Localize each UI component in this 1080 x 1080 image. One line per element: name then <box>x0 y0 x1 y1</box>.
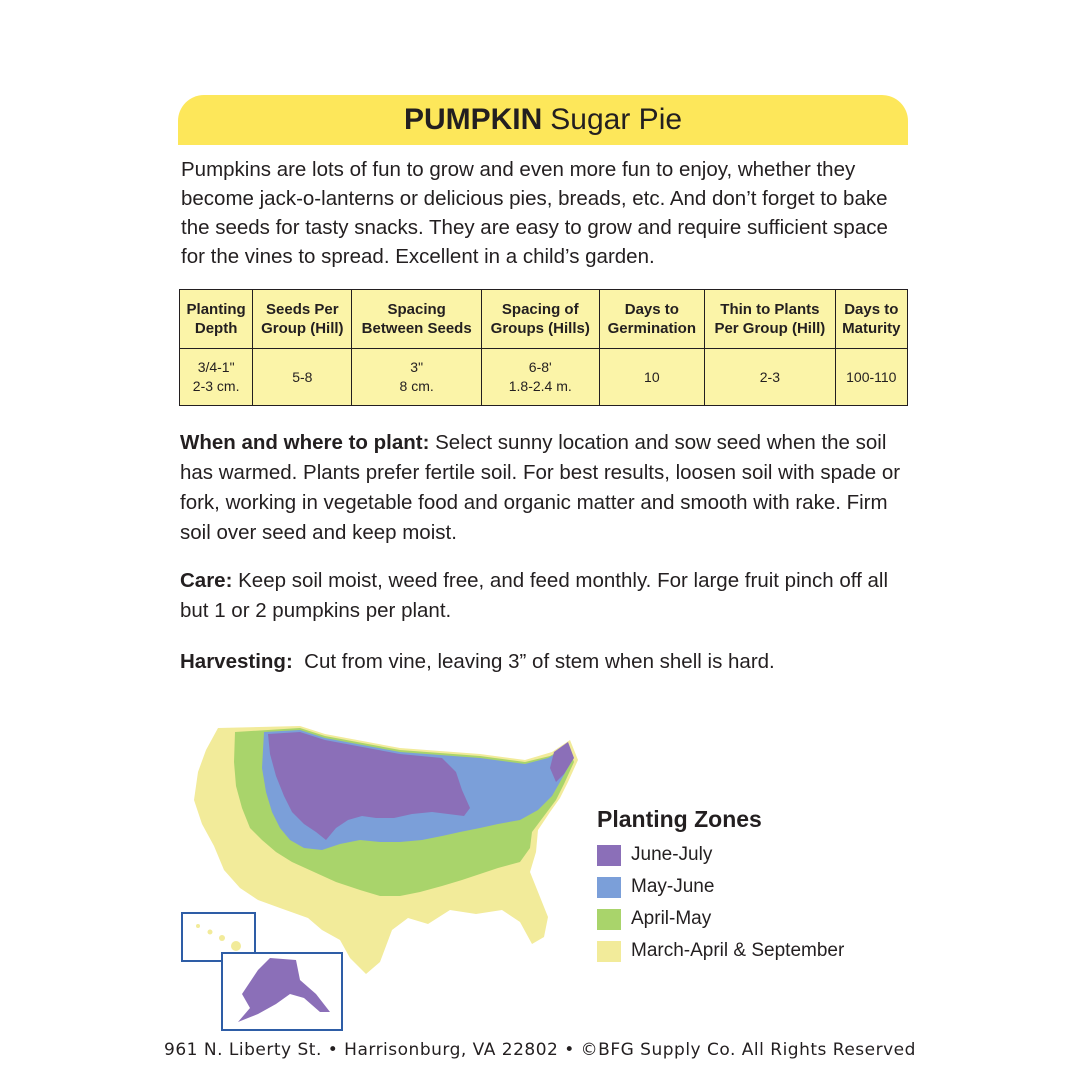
legend-swatch-june-july <box>597 845 621 866</box>
care-text: Keep soil moist, weed free, and feed monthly. For large fruit pinch off all but 1 or 2 pumpkins per plant. <box>180 569 889 622</box>
header-planting-depth: Planting Depth <box>180 290 253 349</box>
header-spacing-seeds: Spacing Between Seeds <box>352 290 482 349</box>
value-days-maturity: 100-110 <box>835 349 907 406</box>
footer-address: 961 N. Liberty St. • Harrisonburg, VA 22802 • ©BFG Supply Co. All Rights Reserved <box>164 1040 916 1060</box>
when-where-label: When and where to plant: <box>180 431 430 454</box>
harvesting-label: Harvesting: <box>180 650 293 673</box>
legend-item <box>597 903 897 935</box>
table-value-row <box>180 349 908 406</box>
planting-table <box>179 289 908 406</box>
value-spacing-groups: 6-8' 1.8-2.4 m. <box>481 349 599 406</box>
legend-item <box>597 935 897 967</box>
header-thin-to: Thin to Plants Per Group (Hill) <box>705 290 835 349</box>
crop-name: PUMPKIN <box>403 103 543 136</box>
when-where-paragraph <box>180 428 905 548</box>
legend-label: April-May <box>631 908 712 929</box>
legend-title: Planting Zones <box>597 806 762 832</box>
header-days-maturity: Days to Maturity <box>835 290 907 349</box>
intro-text: Pumpkins are lots of fun to grow and even more fun to enjoy, whether they become jack-o-lanterns or delicious pies, breads, etc. And don’t forget to bake the seeds for tasty snacks. They are easy to grow and require sufficient space for the vines to spread. Excellent in a child’s garden. <box>181 158 888 268</box>
legend-label: June-July <box>631 844 713 865</box>
legend-swatch-march-april <box>597 941 621 962</box>
when-where-text: Select sunny location and sow seed when the soil has warmed. Plants prefer fertile soil. For best results, loosen soil with spade or fork, working in vegetable food and organic matter and smooth with rake. Firm soil over seed and keep moist. <box>180 431 901 544</box>
usa-zone-map-image <box>180 712 600 1032</box>
table-header-row <box>180 290 908 349</box>
legend-item <box>597 839 897 871</box>
header-seeds-per-group: Seeds Per Group (Hill) <box>253 290 352 349</box>
legend-item <box>597 871 897 903</box>
care-paragraph <box>180 566 905 626</box>
value-spacing-seeds: 3" 8 cm. <box>352 349 482 406</box>
value-planting-depth: 3/4-1" 2-3 cm. <box>180 349 253 406</box>
header-days-germination: Days to Germination <box>599 290 705 349</box>
header-spacing-groups: Spacing of Groups (Hills) <box>481 290 599 349</box>
variety-name: Sugar Pie <box>550 103 683 136</box>
legend-swatch-april-may <box>597 909 621 930</box>
planting-zones-legend <box>597 806 897 967</box>
planting-zone-map <box>180 712 600 1032</box>
legend-label: March-April & September <box>631 940 845 961</box>
harvesting-text: Cut from vine, leaving 3” of stem when shell is hard. <box>292 650 775 673</box>
value-seeds-per-group: 5-8 <box>253 349 352 406</box>
care-label: Care: <box>180 569 233 592</box>
value-thin-to: 2-3 <box>705 349 835 406</box>
legend-label: May-June <box>631 876 715 897</box>
title-banner <box>178 95 908 145</box>
legend-swatch-may-june <box>597 877 621 898</box>
value-days-germination: 10 <box>599 349 705 406</box>
harvesting-paragraph <box>180 647 905 677</box>
